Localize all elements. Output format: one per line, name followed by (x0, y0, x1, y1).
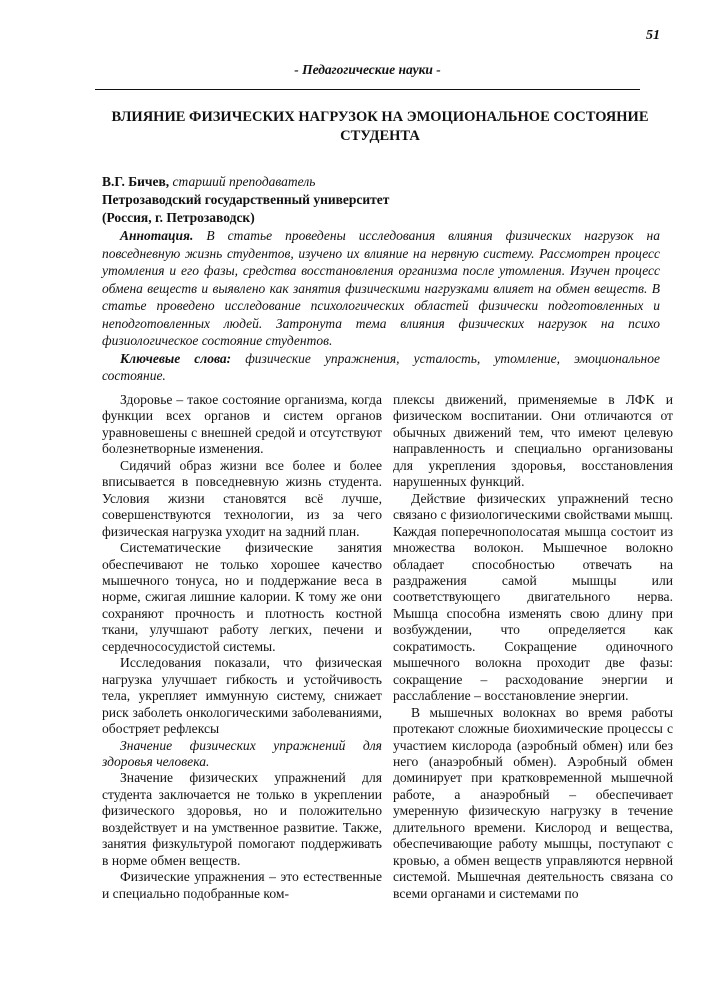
header-rule (95, 89, 640, 90)
running-head: - Педагогические науки - (294, 62, 441, 77)
author-line (102, 173, 389, 191)
author-block (102, 173, 389, 227)
author-affiliation: Петрозаводский государственный университет (102, 192, 390, 207)
body-paragraph: Здоровье – такое состояние организма, когда функции всех органов и систем органов уравновешены с внешней средой и отсутствуют болезнетворные изменения. (102, 392, 382, 457)
body-column-left (102, 392, 382, 902)
body-paragraph: Действие физических упражнений тесно связано с физиологическими свойствами мышц. Каждая поперечнополосатая мышца состоит из множества волокон. Мышечное волокно обладает способностью отвечать на раздражения самой мышцы или соответствующего двигательного нерва. Мышца способна изменять свою длину при возбуждении, что определяется как сократимость. Сокращение одиночного мышечного волокна проходит две фазы: сокращение – расходование энергии и расслабление – восстановление энергии. (393, 490, 673, 704)
abstract-label: Аннотация. (120, 228, 194, 243)
abstract-paragraph (102, 227, 660, 350)
article-title: ВЛИЯНИЕ ФИЗИЧЕСКИХ НАГРУЗОК НА ЭМОЦИОНАЛЬНОЕ СОСТОЯНИЕ СТУДЕНТА (111, 109, 649, 144)
keywords-text: физические упражнения, усталость, утомление, эмоциональное состояние. (102, 350, 660, 383)
body-paragraph: Сидячий образ жизни все более и более вписывается в повседневную жизнь студента. Условия жизни становятся всё лучше, совершенствуются технологии, из за чего физическая нагрузка уходит на задний план. (102, 457, 382, 539)
body-paragraph: Значение физических упражнений для студента заключается не только в укреплении физического здоровья, но и положительно воздействует и на умственное развитие. Также, занятия физкультурой помогают поддерживать в норме обмен веществ. (102, 770, 382, 868)
body-paragraph: В мышечных волокнах во время работы протекают сложные биохимические процессы с участием кислорода (аэробный обмен) или без него (анаэробный обмен). Аэробный обмен доминирует при кратковременной мышечной работе, а анаэробный – обеспечивает умеренную физическую нагрузку в течение длительного времени. Кислород и вещества, обеспечивающие работу мышцы, поступают с кровью, а обмен веществ управляются нервной системой. Мышечная деятельность связана со всеми органами и системами по (393, 704, 673, 901)
abstract-text: В статье проведены исследования влияния физических нагрузок на повседневную жизнь студентов, изучено их влияние на нервную систему. Рассмотрен процесс утомления и его фазы, средства восстановления организма после утомления. Изучен процесс обмена веществ и выявлено как занятия физическими нагрузками влияет на обмен веществ. В статье проведено исследование психологических областей физически подготовленных и неподготовленных людей. Затронута тема влияния физических нагрузок на психо физиологическое состояние студентов. (102, 228, 660, 348)
page-number: 51 (646, 28, 660, 43)
abstract-block (102, 227, 660, 385)
body-paragraph: плексы движений, применяемые в ЛФК и физическом воспитании. Они отличаются от обычных движений тем, что имеют целевую направленность и специально организованы для укрепления здоровья, восстановления нарушенных функций. (393, 392, 673, 490)
body-paragraph: Исследования показали, что физическая нагрузка улучшает гибкость и устойчивость тела, укрепляет иммунную систему, снижает риск заболеть онкологическими заболеваниями, обостряет рефлексы (102, 655, 382, 737)
author-location: (Россия, г. Петрозаводск) (102, 210, 255, 225)
author-name: В.Г. Бичев, (102, 174, 170, 189)
body-column-right (393, 392, 673, 902)
keywords-label: Ключевые слова: (120, 350, 232, 366)
body-paragraph: Систематические физические занятия обеспечивают не только хорошее качество мышечного тонуса, но и поддержание веса в норме, сжигая лишние калории. К тому же они сохраняют прочность и плотность костной ткани, улучшают работу легких, печени и сердечнососудистой системы. (102, 540, 382, 654)
body-paragraph: Физические упражнения – это естественные и специально подобранные ком- (102, 869, 382, 901)
section-subheading: Значение физических упражнений для здоровья человека. (102, 737, 382, 769)
author-position: старший преподаватель (172, 174, 316, 189)
keywords-paragraph (102, 350, 660, 385)
